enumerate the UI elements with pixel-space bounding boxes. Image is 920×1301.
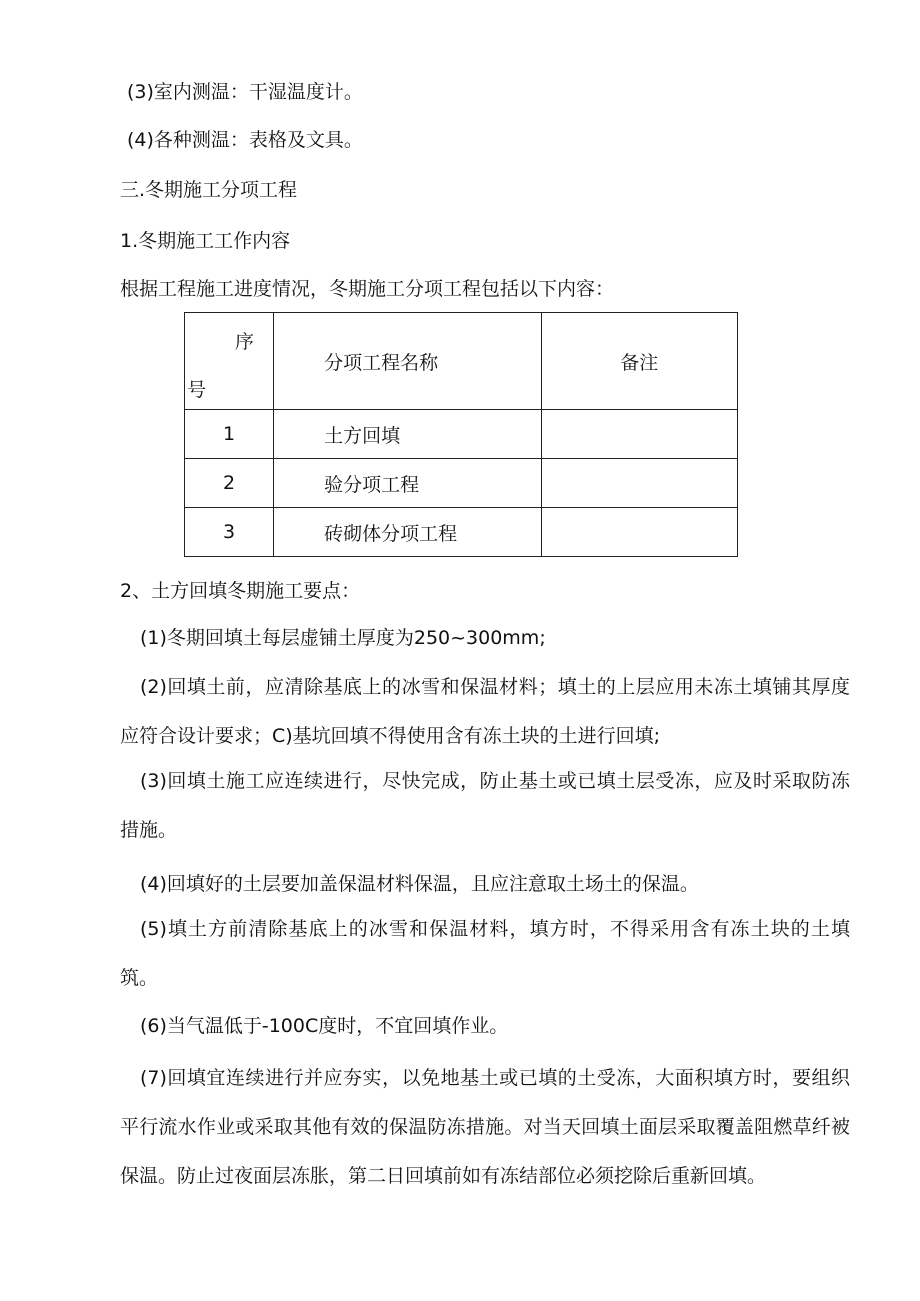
table-row: [185, 410, 738, 459]
header-seq-cell: [185, 313, 274, 410]
items-table: [184, 312, 738, 557]
table-row: [185, 508, 738, 557]
row-seq: 1: [185, 410, 274, 459]
row-name: 验分项工程: [274, 459, 541, 508]
point-6: (6)当气温低于-100C度时，不宜回填作业。: [139, 1015, 509, 1037]
header-note: 备注: [541, 313, 737, 410]
row-name: 土方回填: [274, 410, 541, 459]
intro-item-4: (4)各种测温：表格及文具。: [127, 129, 363, 151]
point-3: (3)回填土施工应连续进行，尽快完成，防止基土或已填土层受冻，应及时采取防冻措施。: [120, 770, 850, 841]
row-name: 砖砌体分项工程: [274, 508, 541, 557]
intro-item-3: (3)室内测温：干湿温度计。: [127, 81, 363, 103]
subsection-1-title: 1.冬期施工工作内容: [120, 230, 291, 252]
point-5: (5)填土方前清除基底上的冰雪和保温材料，填方时，不得采用含有冻土块的土填筑。: [120, 918, 850, 989]
table-header-row: [185, 313, 738, 410]
row-note: [541, 410, 737, 459]
table-row: [185, 459, 738, 508]
row-note: [541, 508, 737, 557]
point-2: (2)回填土前，应清除基底上的冰雪和保温材料；填土的上层应用未冻土填铺其厚度应符合设计要求；C)基坑回填不得使用含有冻土块的土进行回填;: [120, 676, 850, 747]
point-1: (1)冬期回填土每层虚铺土厚度为250~300mm;: [139, 627, 546, 649]
subsection-2-title: 2、土方回填冬期施工要点：: [120, 580, 361, 602]
row-note: [541, 459, 737, 508]
header-seq-top: 序: [235, 331, 255, 353]
subsection-1-text: 根据工程施工进度情况，冬期施工分项工程包括以下内容：: [120, 278, 615, 300]
point-7: (7)回填宜连续进行并应夯实，以免地基土或已填的土受冻，大面积填方时，要组织平行流水作业或采取其他有效的保温防冻措施。对当天回填土面层采取覆盖阻燃草纤被保温。防止过夜面层冻胀，第二日回填前如有冻结部位必须挖除后重新回填。: [120, 1067, 850, 1187]
header-name: 分项工程名称: [274, 313, 541, 410]
row-seq: 3: [185, 508, 274, 557]
header-seq-bottom: 号: [187, 379, 207, 401]
point-4: (4)回填好的土层要加盖保温材料保温，且应注意取土场土的保温。: [139, 873, 699, 895]
row-seq: 2: [185, 459, 274, 508]
section-title: 三.冬期施工分项工程: [120, 179, 298, 201]
